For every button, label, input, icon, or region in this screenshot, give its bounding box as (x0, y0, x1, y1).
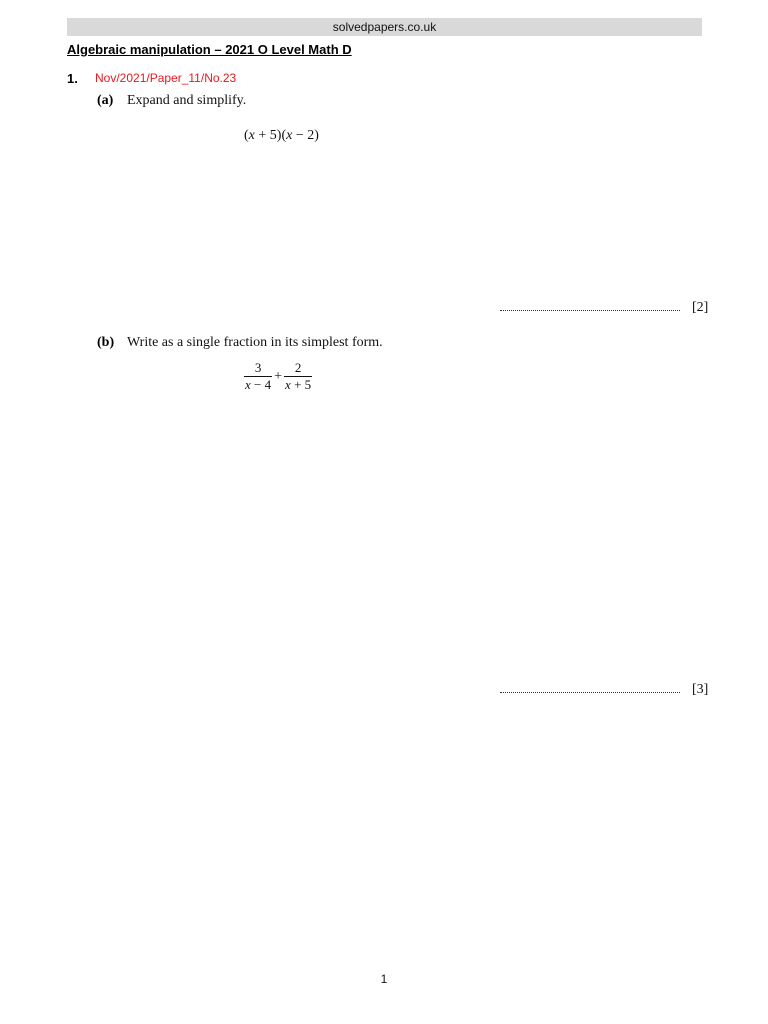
answer-dotted-line (500, 683, 680, 693)
fraction-1-var: x (245, 377, 251, 392)
part-b-label: (b) (97, 335, 115, 350)
part-b-instruction: Write as a single fraction in its simplest form. (127, 335, 383, 350)
fraction-1 (244, 361, 272, 392)
expr-open-2: ( (281, 128, 287, 143)
fraction-2 (284, 361, 312, 392)
expr-minus-2: − 2) (292, 128, 319, 143)
plus-operator: + (274, 368, 283, 384)
part-a-marks: [2] (692, 300, 709, 315)
expr-open-1: ( (244, 128, 249, 143)
fraction-1-numerator: 3 (244, 361, 272, 377)
part-b-marks: [3] (692, 682, 709, 697)
answer-dotted-line (500, 301, 680, 311)
fraction-1-den-rest: − 4 (250, 377, 272, 392)
question-source: Nov/2021/Paper_11/No.23 (95, 71, 237, 85)
part-a-answer-line (500, 300, 708, 316)
expr-var-x-2: x (286, 128, 293, 143)
part-a-expression (244, 128, 319, 144)
expr-plus-5: + 5) (254, 128, 282, 143)
site-banner: solvedpapers.co.uk (67, 18, 702, 36)
part-b-expression (244, 361, 312, 392)
page-number: 1 (380, 972, 388, 986)
fraction-2-var: x (285, 377, 291, 392)
part-a-label: (a) (97, 93, 114, 108)
expr-var-x-1: x (248, 128, 255, 143)
question-number: 1. (67, 71, 78, 86)
part-a-instruction: Expand and simplify. (127, 93, 247, 108)
fraction-2-numerator: 2 (284, 361, 312, 377)
document-title: Algebraic manipulation – 2021 O Level Math D (67, 42, 352, 57)
fraction-1-denominator (244, 377, 272, 392)
fraction-2-denominator (284, 377, 312, 392)
part-b-answer-line (500, 682, 708, 698)
fraction-2-den-rest: + 5 (290, 377, 312, 392)
